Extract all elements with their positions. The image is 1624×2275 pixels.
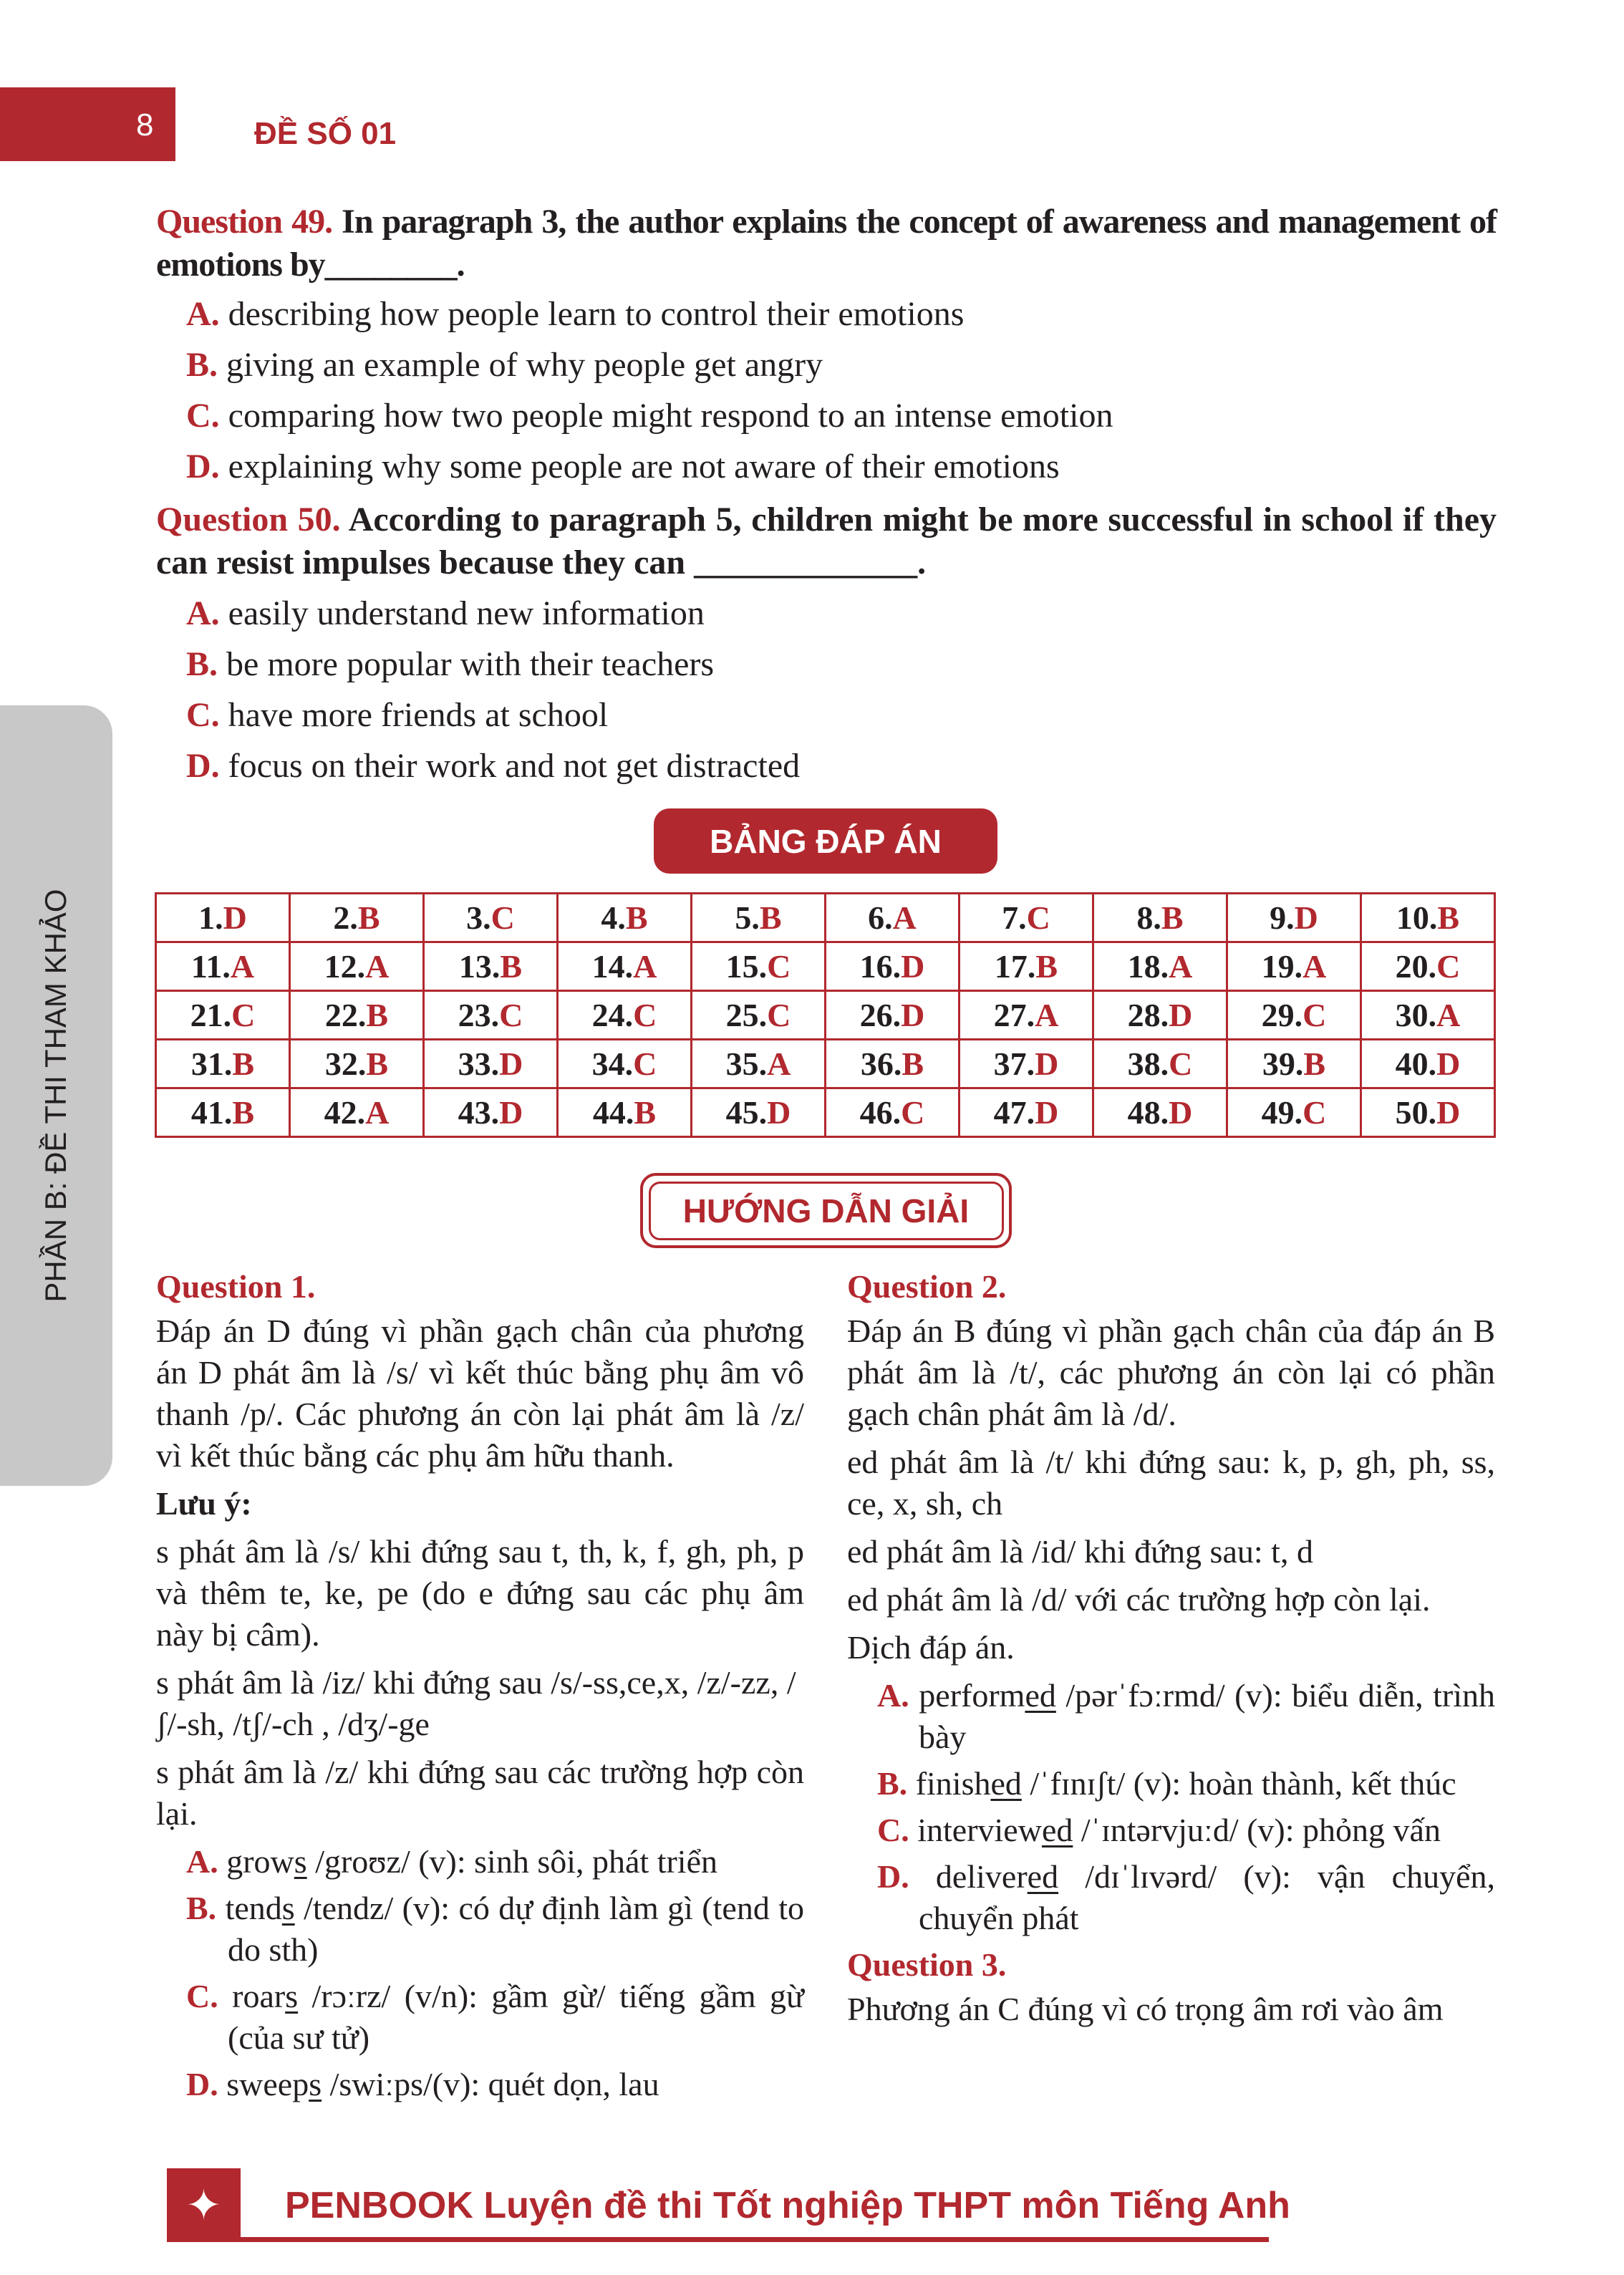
question-number: 28. [1127,997,1169,1033]
question-number: 5. [735,899,760,936]
guide-title: HƯỚNG DẪN GIẢI [649,1182,1004,1240]
option-text: focus on their work and not get distracted [219,747,801,785]
answer-letter: B [366,1045,389,1082]
question-number: 10. [1396,899,1438,936]
answer-option [156,1841,804,1883]
answer-cell [960,991,1093,1040]
option-letter: D. [186,2066,218,2102]
answer-cell [1093,894,1227,942]
option-word: interview [909,1812,1042,1848]
answer-letter: C [1169,1045,1193,1082]
answer-letter: C [901,1094,925,1131]
question-49 [156,201,1497,286]
option-text: /dɪˈlɪvərd/ (v): vận chuyển, chuyển phát [919,1858,1496,1936]
answer-letter: D [1035,1045,1059,1082]
answer-cell [156,991,290,1040]
answer-option [847,1810,1495,1851]
option-letter: D. [186,448,220,486]
underlined-part: ed [1025,1677,1056,1714]
question-number: 14. [591,948,634,985]
answer-cell [1093,991,1227,1040]
answer-option [186,694,608,737]
answer-cell [1361,1040,1495,1088]
answer-letter: A [767,1045,791,1082]
option-letter: C. [877,1812,909,1848]
right-column [847,1266,1495,2037]
option-word: perform [909,1677,1025,1714]
question-number: 43. [458,1094,500,1131]
answer-option [186,643,714,686]
answer-cell [424,991,558,1040]
question-number: 19. [1261,948,1303,985]
answer-letter: D [223,899,247,936]
question-heading: Question 2. [847,1268,1007,1305]
answer-letter: B [902,1045,924,1082]
answer-cell [424,942,558,991]
answer-letter: C [1436,948,1461,985]
question-number: 34. [591,1045,634,1082]
paragraph: Phương án C đúng vì có trọng âm rơi vào âm [847,1991,1444,2027]
answer-letter: B [634,1094,657,1131]
question-number: 38. [1127,1045,1169,1082]
answer-cell [692,1040,826,1088]
answer-letter: A [633,948,657,985]
question-number: 45. [725,1094,768,1131]
question-number: 46. [859,1094,902,1131]
option-letter: A. [186,1843,218,1880]
question-text: In paragraph 3, the author explains the concept of awareness and management of emotions by________. [156,203,1497,284]
answer-letter: B [1035,948,1058,985]
answer-option [847,1675,1495,1758]
answer-cell [1227,894,1361,942]
answer-cell [1227,991,1361,1040]
question-number: 17. [994,948,1036,985]
question-number: 32. [324,1045,367,1082]
answer-cell [558,894,692,942]
answer-letter: C [633,1045,657,1082]
question-number: 21. [190,997,232,1033]
option-word: finish [907,1765,991,1802]
underlined-part: s [294,1843,307,1880]
question-number: 37. [993,1045,1035,1082]
question-50 [156,498,1497,584]
answer-option [186,445,1060,488]
question-number: 18. [1127,948,1169,985]
option-letter: C. [186,1978,218,2014]
answer-letter: A [1035,997,1059,1033]
question-label: Question 49. [156,203,333,241]
table-row [156,894,1495,942]
question-number: 7. [1002,899,1027,936]
option-letter: C. [186,397,220,435]
paragraph: ed phát âm là /id/ khi đứng sau: t, d [847,1533,1313,1570]
underlined-part: ed [990,1765,1022,1802]
note-heading: Lưu ý: [156,1485,252,1522]
paragraph: s phát âm là /s/ khi đứng sau t, th, k, f, gh, ph, p và thêm te, ke, pe (do e đứng sau các phụ âm này bị câm). [156,1533,804,1653]
answer-letter: B [1161,899,1184,936]
answer-cell [290,1088,424,1137]
answer-cell [826,942,960,991]
answer-cell [156,942,290,991]
option-text: /rɔːrz/ (v/n): gầm gừ/ tiếng gầm gừ (của sư tử) [228,1978,804,2056]
answer-cell [156,1088,290,1137]
answer-letter: D [767,1094,791,1131]
question-number: 47. [993,1094,1035,1131]
paragraph: s phát âm là /iz/ khi đứng sau /s/-ss,ce,x, /z/-zz, /ʃ/-sh, /tʃ/-ch , /dʒ/-ge [156,1664,796,1742]
option-text: be more popular with their teachers [218,645,715,683]
answer-key-title: BẢNG ĐÁP ÁN [654,808,997,874]
option-text: have more friends at school [219,696,609,734]
option-text: /tendz/ (v): có dự định làm gì (tend to do sth) [228,1890,804,1968]
option-letter: A. [186,295,220,333]
answer-letter: B [1437,899,1460,936]
option-letter: B. [877,1765,908,1802]
answer-option [847,1856,1495,1939]
question-number: 24. [591,997,634,1033]
answer-letter: B [625,899,648,936]
answer-letter: A [1169,948,1193,985]
answer-cell [424,1088,558,1137]
option-letter: B. [186,346,218,384]
left-column [156,1266,804,2110]
paragraph: Dịch đáp án. [847,1629,1015,1666]
answer-cell [1227,1088,1361,1137]
answer-cell [558,1088,692,1137]
question-number: 49. [1261,1094,1303,1131]
answer-letter: D [499,1094,523,1131]
option-text: /ˈɪntərvjuːd/ (v): phỏng vấn [1073,1812,1441,1848]
answer-cell [692,942,826,991]
penbook-logo-icon: ✦ [167,2168,241,2242]
answer-letter: C [490,899,515,936]
option-letter: C. [186,696,220,734]
answer-cell [1093,1040,1227,1088]
answer-cell [558,1040,692,1088]
question-number: 48. [1127,1094,1169,1131]
answer-cell [960,894,1093,942]
answer-cell [558,991,692,1040]
question-number: 11. [190,948,231,985]
question-number: 22. [324,997,367,1033]
answer-letter: D [1169,997,1193,1033]
footer-divider [241,2237,1269,2242]
answer-letter: A [1302,948,1327,985]
answer-letter: C [1302,1094,1327,1131]
answer-cell [826,1088,960,1137]
option-text: /ˈfɪnɪʃt/ (v): hoàn thành, kết thúc [1021,1765,1456,1802]
answer-cell [1361,991,1495,1040]
answer-cell [156,894,290,942]
question-number: 39. [1262,1045,1304,1082]
option-letter: D. [186,747,220,785]
option-word: sweep [218,2066,309,2102]
question-heading: Question 1. [156,1268,316,1305]
question-number: 42. [324,1094,366,1131]
answer-letter: C [767,948,791,985]
answer-cell [826,991,960,1040]
footer-title: PENBOOK Luyện đề thi Tốt nghiệp THPT môn Tiếng Anh [285,2185,1290,2226]
question-number: 20. [1395,948,1437,985]
paragraph: Đáp án D đúng vì phần gạch chân của phương án D phát âm là /s/ vì kết thúc bằng phụ âm vô thanh /p/. Các phương án còn lại phát âm là /z/ vì kết thúc bằng các phụ âm hữu thanh. [156,1313,804,1474]
question-number: 41. [190,1094,233,1131]
answer-cell [692,894,826,942]
table-row [156,1088,1495,1137]
answer-cell [424,1040,558,1088]
option-word: tend [216,1890,282,1926]
question-number: 4. [601,899,626,936]
question-number: 27. [993,997,1035,1033]
paragraph: s phát âm là /z/ khi đứng sau các trường hợp còn lại. [156,1754,804,1832]
answer-letter: A [365,1094,390,1131]
answer-cell [826,894,960,942]
answer-letter: B [357,899,380,936]
answer-letter: A [1436,997,1461,1033]
answer-letter: C [231,997,256,1033]
option-text: easily understand new information [219,594,705,632]
answer-option [186,344,823,387]
answer-letter: B [366,997,389,1033]
page-number: 8 [136,107,154,143]
option-letter: B. [186,1890,217,1926]
question-number: 36. [860,1045,902,1082]
option-text: /groʊz/ (v): sinh sôi, phát triển [306,1843,718,1880]
answer-option [186,592,705,635]
answer-letter: D [1294,899,1318,936]
paragraph: Đáp án B đúng vì phần gạch chân của đáp án B phát âm là /t/, các phương án còn lại có phần gạch chân phát âm là /d/. [847,1313,1495,1432]
option-word: grow [218,1843,294,1880]
question-number: 50. [1395,1094,1437,1131]
question-number: 8. [1136,899,1161,936]
answer-cell [960,1040,1093,1088]
option-word: roar [218,1978,286,2014]
option-letter: D. [877,1858,909,1895]
question-number: 33. [458,1045,500,1082]
question-number: 9. [1270,899,1295,936]
paragraph: ed phát âm là /d/ với các trường hợp còn lại. [847,1581,1431,1618]
question-number: 16. [859,948,902,985]
answer-letter: A [365,948,390,985]
question-number: 26. [859,997,902,1033]
option-text: describing how people learn to control their emotions [219,295,965,333]
option-letter: B. [186,645,218,683]
answer-cell [290,991,424,1040]
answer-cell [1361,894,1495,942]
answer-option [186,293,964,336]
underlined-part: s [281,1890,295,1926]
answer-letter: D [901,997,925,1033]
option-text: explaining why some people are not aware of their emotions [219,448,1060,486]
option-text: /swiːps/(v): quét dọn, lau [322,2066,659,2102]
answer-letter: B [1303,1045,1326,1082]
answer-option [156,1976,804,2059]
question-number: 1. [198,899,223,936]
answer-cell [960,1088,1093,1137]
answer-letter: D [1169,1094,1193,1131]
question-number: 3. [466,899,491,936]
question-text: According to paragraph 5, children might be more successful in school if they can resist impulses because they can _____________. [156,501,1497,581]
question-number: 44. [592,1094,634,1131]
answer-letter: A [892,899,917,936]
answer-option [156,2064,804,2105]
answer-cell [290,1040,424,1088]
question-number: 30. [1395,997,1437,1033]
guide-title-frame [640,1173,1012,1248]
answer-letter: B [500,948,523,985]
answer-letter: B [232,1094,255,1131]
answer-letter: C [1026,899,1050,936]
answer-cell [1093,1088,1227,1137]
answer-cell [1361,942,1495,991]
question-label: Question 50. [156,501,341,538]
answer-cell [1093,942,1227,991]
answer-option [156,1888,804,1971]
side-tab-label: PHẦN B: ĐỀ THI THAM KHẢO [39,889,72,1303]
answer-letter: D [1436,1045,1461,1082]
question-number: 31. [190,1045,233,1082]
answer-option [186,395,1113,438]
question-number: 29. [1261,997,1303,1033]
table-row [156,942,1495,991]
answer-letter: C [633,997,657,1033]
answer-letter: A [230,948,255,985]
answer-letter: C [767,997,791,1033]
answer-letter: B [759,899,782,936]
underlined-part: ed [1041,1812,1073,1848]
answer-letter: D [1436,1094,1461,1131]
question-number: 23. [458,997,500,1033]
table-row [156,1040,1495,1088]
answer-letter: C [1302,997,1327,1033]
answer-letter: B [232,1045,255,1082]
answer-letter: D [901,948,925,985]
answer-cell [826,1040,960,1088]
answer-cell [424,894,558,942]
question-heading: Question 3. [847,1946,1007,1983]
answer-letter: D [499,1045,523,1082]
question-number: 25. [725,997,768,1033]
option-text: giving an example of why people get angry [218,346,823,384]
answer-option [186,745,800,788]
question-number: 40. [1395,1045,1437,1082]
answer-table [155,892,1496,1138]
option-text: /pərˈfɔːrmd/ (v): biểu diễn, trình bày [919,1677,1495,1755]
question-number: 6. [868,899,893,936]
paragraph: ed phát âm là /t/ khi đứng sau: k, p, gh, ph, ss, ce, x, sh, ch [847,1444,1495,1522]
answer-cell [1227,942,1361,991]
answer-option [847,1763,1495,1805]
answer-letter: C [499,997,523,1033]
option-text: comparing how two people might respond to an intense emotion [219,397,1113,435]
answer-cell [692,1088,826,1137]
question-number: 13. [458,948,501,985]
answer-cell [1361,1088,1495,1137]
underlined-part: ed [1027,1858,1059,1895]
answer-letter: D [1035,1094,1059,1131]
underlined-part: s [309,2066,322,2102]
question-number: 2. [333,899,358,936]
underlined-part: s [285,1978,299,2014]
question-number: 15. [725,948,768,985]
answer-cell [156,1040,290,1088]
answer-cell [558,942,692,991]
table-row [156,991,1495,1040]
question-number: 35. [725,1045,768,1082]
answer-cell [692,991,826,1040]
question-number: 12. [324,948,366,985]
option-letter: A. [877,1677,909,1714]
answer-cell [290,894,424,942]
answer-cell [960,942,1093,991]
option-letter: A. [186,594,220,632]
answer-cell [1227,1040,1361,1088]
answer-cell [290,942,424,991]
option-word: deliver [909,1858,1028,1895]
exam-title: ĐỀ SỐ 01 [254,116,397,151]
